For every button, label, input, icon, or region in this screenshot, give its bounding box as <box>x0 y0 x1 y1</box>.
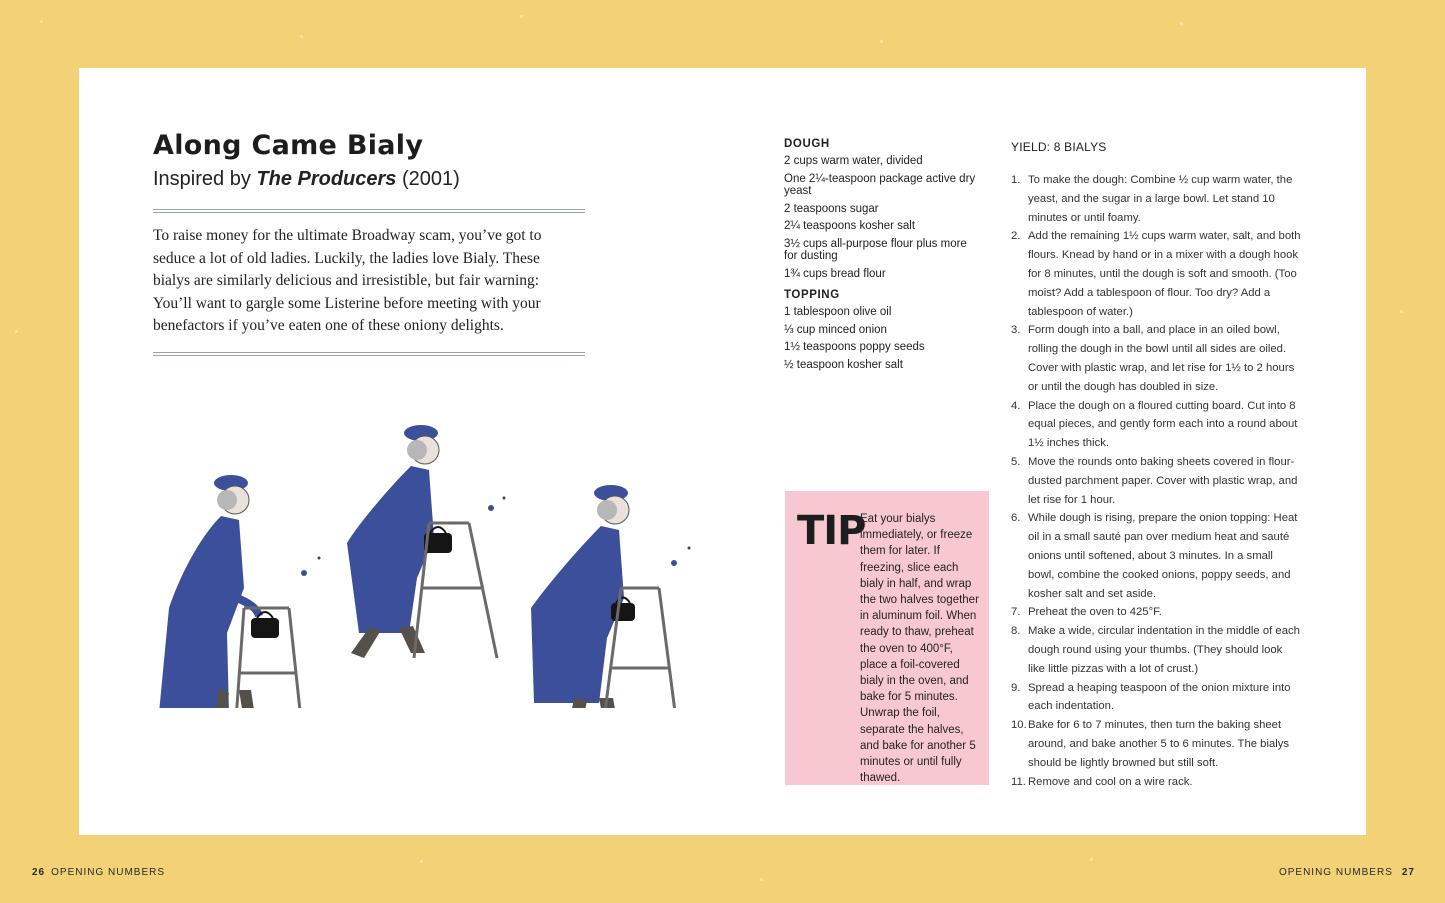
old-ladies-walker-illustration <box>129 408 709 708</box>
subtitle-film: The Producers <box>256 168 397 190</box>
step-number: 2. <box>1011 230 1021 243</box>
ingredient-item: 2 cups warm water, divided <box>784 155 923 167</box>
ingredient-item: 1½ teaspoons poppy seeds <box>784 341 925 353</box>
intro-paragraph: To raise money for the ultimate Broadway scam, you’ve got to seduce a lot of old ladies. Luckily, the ladies love Bialy. These bialys are similarly delicious and irresistible, but fair warning: You’ll want to gargle some Listerine before meeting with your benefactors if you’ve eaten one of these oniony delights. <box>153 227 542 335</box>
step-number: 4. <box>1011 399 1021 412</box>
step-number: 1. <box>1011 174 1021 186</box>
method-step <box>1011 622 1301 678</box>
footer-left <box>32 867 165 878</box>
method-step <box>1011 773 1301 792</box>
subtitle-year: (2001) <box>396 168 460 190</box>
step-text: Form dough into a ball, and place in an oiled bowl, rolling the dough in the bowl until all sides are oiled. Cover with plastic wrap, and let rise for 1½ to 2 hours or until the dough has doubled in size. <box>1028 324 1295 393</box>
tip-text: Eat your bialys immediately, or freeze them for later. If freezing, slice each bialy in half, and wrap the two halves together in aluminum foil. When ready to thaw, preheat the oven to 400°F, place a foil-covered bialy in the oven, and bake for 5 minutes. Unwrap the foil, separate the halves, and bake for another 5 minutes or until fully thawed. <box>860 513 979 785</box>
top-divider <box>153 209 585 213</box>
step-number: 5. <box>1011 455 1021 468</box>
old-lady-figure <box>531 485 691 708</box>
step-text: Preheat the oven to 425°F. <box>1028 606 1162 619</box>
dough-heading: DOUGH <box>784 138 830 150</box>
method-step <box>1011 603 1301 622</box>
tip-box <box>785 491 989 785</box>
step-number: 6. <box>1011 512 1021 525</box>
step-number: 3. <box>1011 324 1021 337</box>
method-step <box>1011 321 1301 396</box>
section-name-left: OPENING NUMBERS <box>51 867 166 878</box>
ingredient-item: 2 teaspoons sugar <box>784 202 879 215</box>
step-text: While dough is rising, prepare the onion topping: Heat oil in a small sauté pan over medium heat and sauté onions until softened, about 3 minutes. In a small bowl, combine the cooked onions, poppy seeds, and kosher salt and set aside. <box>1028 512 1298 600</box>
yield-label: YIELD: 8 BIALYS <box>1011 140 1107 154</box>
step-number: 10. <box>1011 719 1027 732</box>
ingredient-item: ⅓ cup minced onion <box>784 323 887 336</box>
ingredient-item: 1 tablespoon olive oil <box>784 306 892 318</box>
ingredient-item: 2¼ teaspoons kosher salt <box>784 220 916 232</box>
step-number: 7. <box>1011 606 1021 619</box>
step-text: Move the rounds onto baking sheets covered in flour-dusted parchment paper. Cover with plastic wrap, and let rise for 1 hour. <box>1028 455 1298 506</box>
recipe-title: Along Came Bialy <box>153 130 424 161</box>
footer-right <box>1279 867 1415 878</box>
old-lady-figure <box>347 425 506 658</box>
page-number-left: 26 <box>32 867 46 878</box>
ingredient-item: One 2¼-teaspoon package active dry yeast <box>784 172 976 197</box>
bottom-divider <box>153 352 585 356</box>
page-number-right: 27 <box>1401 867 1415 878</box>
method-step <box>1011 716 1301 772</box>
step-text: Add the remaining 1½ cups warm water, salt, and both flours. Knead by hand or in a mixer with a dough hook for 8 minutes, until the dough is soft and smooth. (Too moist? Add a tablespoon of flour. Too dry? Add a tablespoon of water.) <box>1028 230 1301 318</box>
method-step <box>1011 227 1301 321</box>
step-text: Spread a heaping teaspoon of the onion mixture into each indentation. <box>1028 681 1291 713</box>
step-text: Remove and cool on a wire rack. <box>1028 775 1193 788</box>
section-name-right: OPENING NUMBERS <box>1278 867 1393 878</box>
step-number: 11. <box>1011 775 1026 788</box>
old-lady-figure <box>159 475 321 708</box>
method-step <box>1011 509 1301 603</box>
method-step <box>1011 679 1301 717</box>
ingredient-item: ½ teaspoon kosher salt <box>784 358 903 371</box>
topping-heading: TOPPING <box>784 289 840 301</box>
method-step <box>1011 171 1301 227</box>
ingredients-list <box>784 138 980 376</box>
recipe-subtitle <box>153 168 460 191</box>
step-text: Make a wide, circular indentation in the middle of each dough round using your thumbs. (They should look like little pizzas with a lot of crust.) <box>1028 625 1300 675</box>
method-step <box>1011 453 1301 509</box>
tip-label: TIP <box>797 508 866 554</box>
step-text: Place the dough on a floured cutting board. Cut into 8 equal pieces, and gently form each into a round about 1½ inches thick. <box>1028 399 1298 450</box>
method-step <box>1011 397 1301 453</box>
step-text: Bake for 6 to 7 minutes, then turn the baking sheet around, and bake another 5 to 6 minutes. The bialys should be lightly browned but still soft. <box>1028 719 1290 769</box>
book-spread <box>79 68 1366 835</box>
ingredient-item: 1¾ cups bread flour <box>784 267 886 280</box>
subtitle-prefix: Inspired by <box>153 168 257 190</box>
ingredient-item: 3½ cups all-purpose flour plus more for dusting <box>784 237 967 262</box>
step-number: 8. <box>1011 625 1021 638</box>
step-text: To make the dough: Combine ½ cup warm water, the yeast, and the sugar in a large bowl. Let stand 10 minutes or until foamy. <box>1028 174 1293 224</box>
method-steps <box>1011 171 1301 791</box>
step-number: 9. <box>1011 681 1021 694</box>
